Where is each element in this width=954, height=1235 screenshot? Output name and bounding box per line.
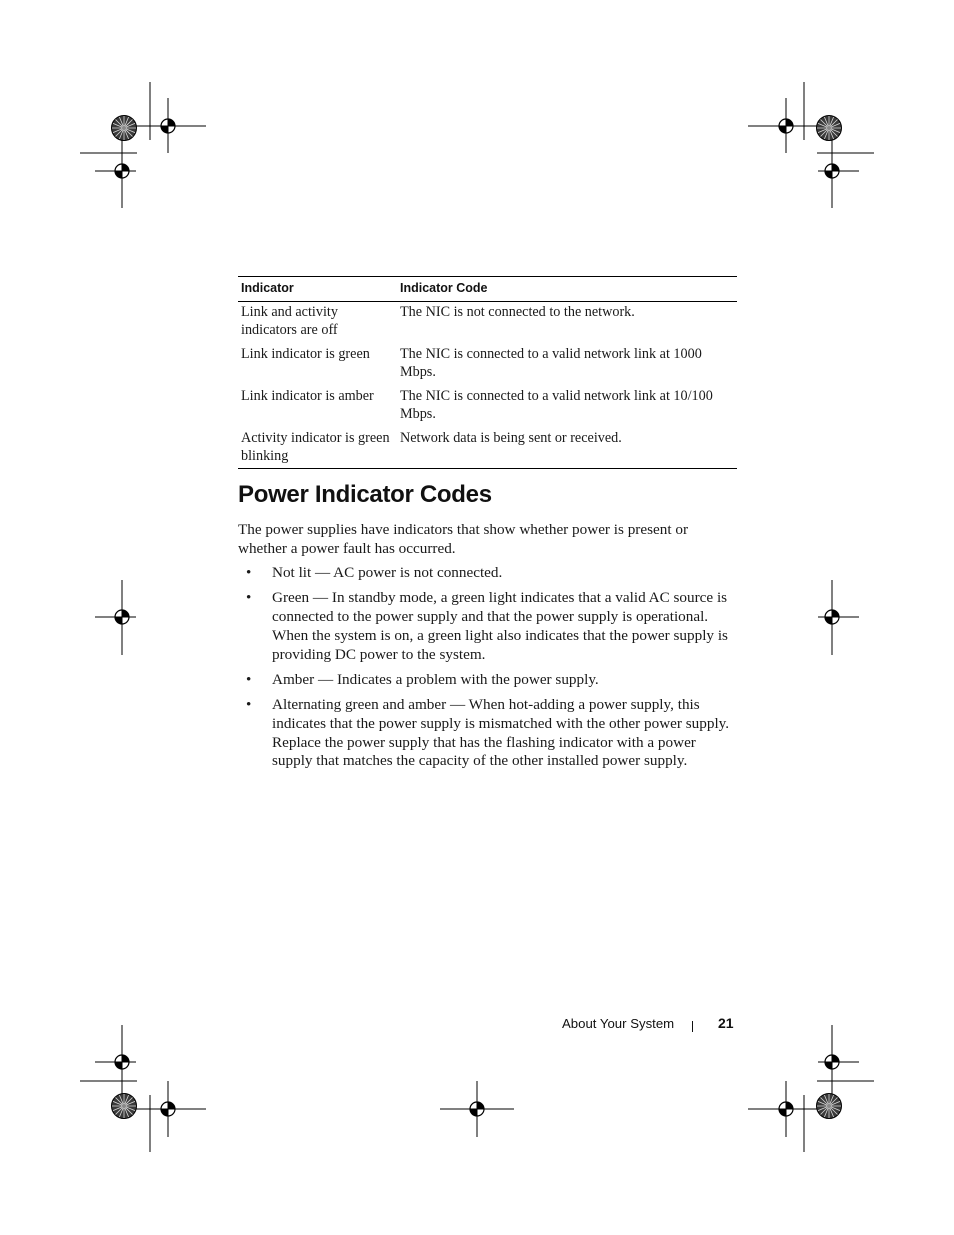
list-item — [238, 589, 738, 664]
indicator-cell: Link indicator is green — [241, 346, 370, 362]
table-row — [238, 385, 737, 427]
indicator-code-cell: The NIC is not connected to the network. — [400, 304, 635, 320]
list-item — [238, 671, 738, 690]
list-item-text: Alternating green and amber — When hot-adding a power supply, this indicates that the power supply is mismatched with the other power supply. Replace the power supply that has the flashing indicator with a power supply that matches the capacity of the other installed power supply. — [272, 695, 730, 770]
column-header-indicator-code: Indicator Code — [400, 280, 488, 295]
nic-indicator-table — [238, 276, 737, 469]
column-header-indicator: Indicator — [241, 280, 294, 295]
list-item — [238, 564, 738, 583]
indicator-code-cell: The NIC is connected to a valid network link at 10/100 Mbps. — [400, 388, 713, 422]
list-item — [238, 696, 738, 771]
indicator-cell: Link and activity indicators are off — [241, 304, 338, 338]
section-heading: Power Indicator Codes — [238, 481, 492, 508]
page-footer — [561, 1014, 737, 1034]
indicator-cell: Link indicator is amber — [241, 388, 374, 404]
indicator-code-cell: Network data is being sent or received. — [400, 430, 622, 446]
indicator-cell: Activity indicator is green blinking — [241, 430, 390, 464]
bullet-glyph: • — [246, 564, 252, 581]
list-item-text: Not lit — AC power is not connected. — [272, 564, 503, 581]
nic-indicator-table-container — [238, 276, 737, 469]
bullet-glyph: • — [246, 670, 252, 688]
table-row — [238, 427, 737, 469]
footer-section-title: About Your System — [562, 1016, 675, 1031]
intro-paragraph: The power supplies have indicators that show whether power is present or whether a power fault has occurred. — [238, 521, 689, 557]
bullet-glyph: • — [246, 589, 252, 607]
indicator-code-cell: The NIC is connected to a valid network link at 1000 Mbps. — [400, 346, 702, 380]
footer-divider — [692, 1021, 693, 1032]
page-number: 21 — [718, 1015, 734, 1031]
table-row — [238, 302, 737, 344]
bullet-list — [238, 564, 738, 778]
list-item-text: Amber — Indicates a problem with the power supply. — [272, 670, 599, 688]
table-header-row — [238, 277, 737, 302]
bullet-glyph: • — [246, 695, 252, 713]
list-item-text: Green — In standby mode, a green light indicates that a valid AC source is connected to the power supply and that the power supply is operational. When the system is on, a green light also indicates that the power supply is providing DC power to the system. — [272, 589, 728, 663]
table-row — [238, 343, 737, 385]
